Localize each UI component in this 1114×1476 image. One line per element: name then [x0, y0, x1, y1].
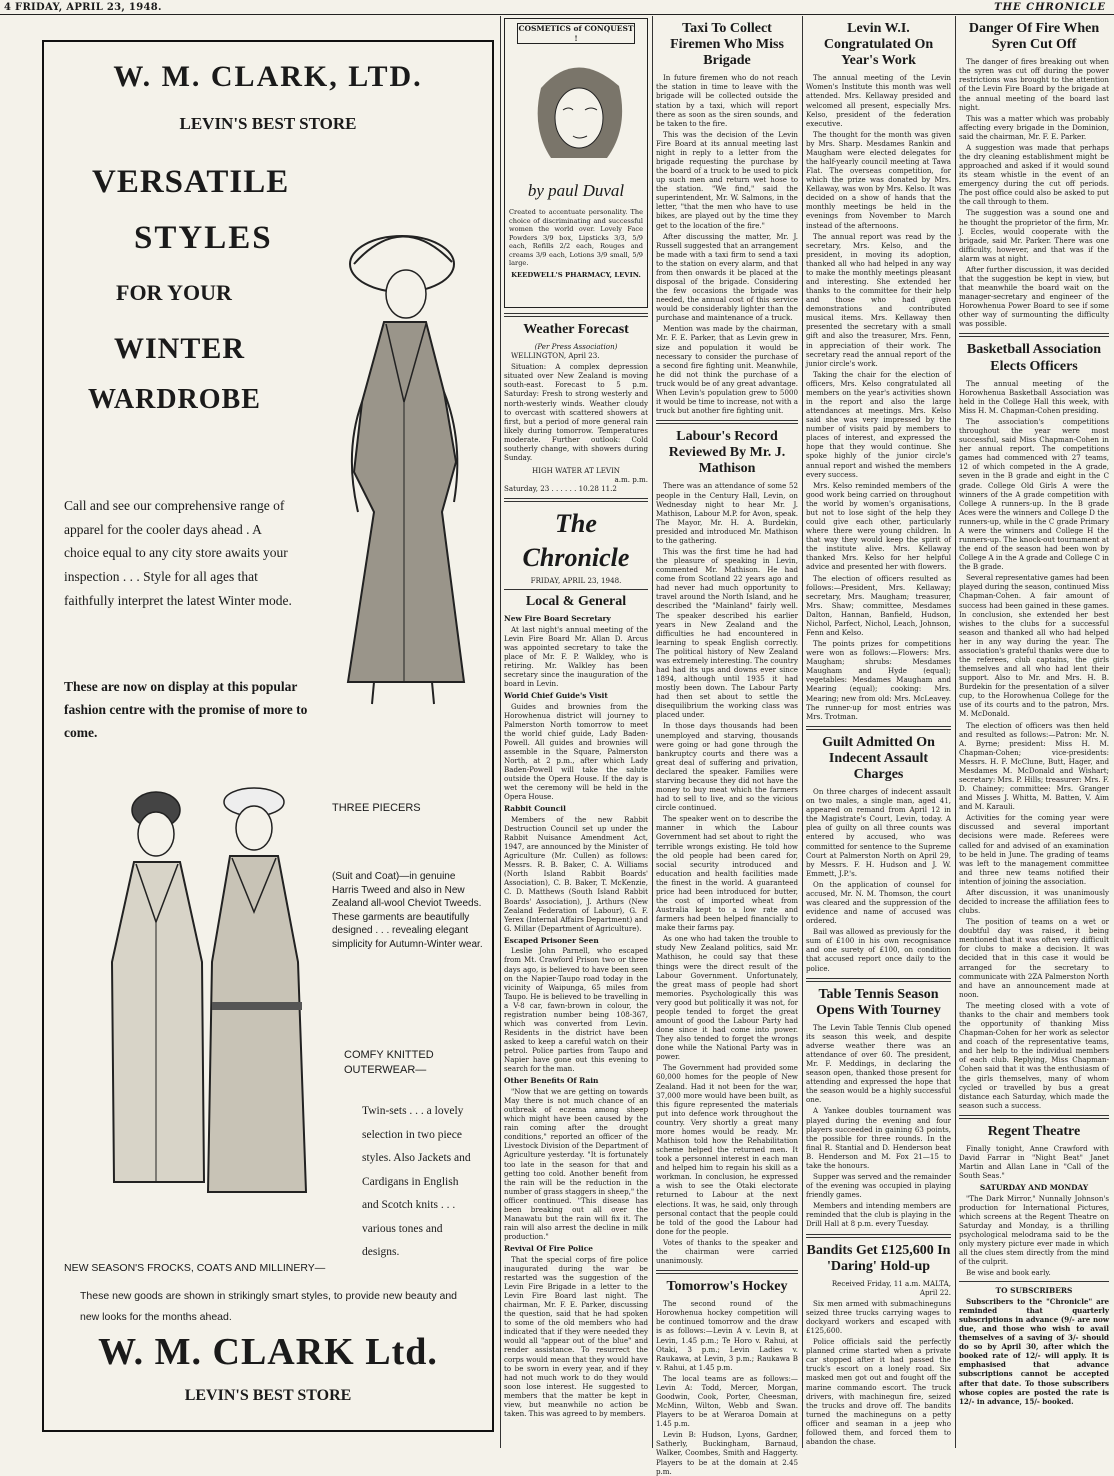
story-text: Mention was made by the chairman, Mr. F. E. Parker, that as Levin grew in size and population it would be necessary to consider the purchase of a second fire fighting unit. Meanwhile, he did not think the purchase of a truck would be of any great advantage. When Levin's population grew to 5000 it would be time to increase, not with a truck but another fire fighting unit. [656, 324, 798, 416]
ad-footer-tagline: LEVIN'S BEST STORE [184, 1387, 352, 1404]
masthead-date: FRIDAY, APRIL 23, 1948. [530, 575, 622, 585]
story-text: The local teams are as follows:—Levin A: Todd, Mercer, Morgan, Goodwin, Cook, Porter, Cheesman, McMinn, Wilton, Webb and Swan. Players to be at Weraroa Domain at 1.45 p.m. [656, 1373, 798, 1429]
story-text: The second round of the Horowhenua hockey competition will be continued tomorrow and the draw is as follows:—Levin A v. Levin B, at Levin, 1.45 p.m.; Te Horo v. Rahui, at Otaki, 3 p.m.; Levin Ladies v. Raukawa, at Levin, 3 p.m.; Raukawa B v. Rahui, at 1.45 p.m. [656, 1299, 798, 1372]
cosmetics-advertisement [504, 18, 648, 308]
story-text: Mrs. Kelso reminded members of the good work being carried on throughout the world by women's organisations, but not to lose sight of the help they could give each other, particularly where there were young children. In that way they would keep the spirit of the institute alive. Mrs. Kellaway thanked Mrs. Kelso for her helpful advice and presented her with flowers. [806, 480, 951, 572]
ad-display-text: These are now on display at this popular fashion centre with the promise of more to come. [64, 679, 308, 740]
story-text: This was the first time he had had the pleasure of speaking in Levin, commented Mr. Mathison. He had come from Scotland 22 years ago and had never had much opportunity to travel around the North Island, and he described the "Mainland" fairly well. The speaker described his earlier years in New Zealand and the difficulties he had encountered in learning to speak English correctly. The political history of New Zealand was extremely interesting. The country had had its ups and downs ever since 1894, although until 1935 it had mostly been down. The Labour Party had then set about to settle the disequilibrium the working class was placed under. [656, 547, 798, 720]
tennis-headline: Table Tennis Season Opens With Tourney [816, 986, 941, 1018]
ad-headline-1: VERSATILE [92, 164, 290, 200]
story-text: On the application of counsel for accused, Mr. N. M. Thomson, the court was cleared and the suppression of the evidence and name of accused was ordered. [806, 879, 951, 926]
story-text: At last night's annual meeting of the Levin Fire Board Mr. Allan D. Arcus was appointed secretary to take the place of Mr. F. P. Walkley, who is retiring. Mr. Walkley has been secretary since the inauguration of the board in Levin. [504, 624, 648, 688]
section-rule [504, 498, 648, 502]
labour-headline: Labour's Record Reviewed By Mr. J. Mathison [668, 429, 786, 477]
local-general-headline: Local & General [525, 593, 627, 609]
story-text: Finally tonight, Anne Crawford with David Farrar in "Night Beat" Janet Martin and Allan Lane in "Call of the South Seas." [959, 1143, 1109, 1181]
story-text: "The Dark Mirror," Nunnally Johnson's production for International Pictures, which screens at the Regent Theatre on Saturday and Monday, is a thrilling psychological melodrama said to be the only mystery picture ever made in which all the clues stem directly from the mind of the culprit. [959, 1193, 1109, 1267]
story-text: On three charges of indecent assault on two males, a single man, aged 41, appeared on remand from April 12 in the Magistrate's Court, Levin, today. A plea of guilty on all three counts was entered by accused, who was committed for sentence to the Supreme Court at Palmerston North on April 29, by Messrs. F. H. Hudson and J. W. Emmett, J.P.'s. [806, 787, 951, 878]
story-text: Activities for the coming year were discussed and several important decisions were made. Referees were called for and advised of an examination to be held in June. The grading of teams was left to the management committee and three new teams notified their intention of joining the association. [959, 813, 1109, 886]
ad-headline-5: WARDROBE [88, 384, 261, 415]
column-2 [656, 18, 798, 1476]
story-text: The meeting closed with a vote of thanks to the chair and members took the opportunity of thanking Miss Chapman-Cohen for her work as selector and coach of the representative teams, and her help to the individual members of each club. Replying, Miss Chapman-Cohen said that it was the enthusiasm of the girls themselves, many of whom cycled or travelled by bus a great distance each Saturday, which made the season such a success. [959, 1000, 1109, 1110]
story-text: "Now that we are getting on towards May there is not much chance of an outbreak of eczema among sheep which might have been caused by the rain coming after the drought conditions," reported an officer of the Livestock Division of the Department of Agriculture yesterday. "It is fortunately too late in the season for that and getting too cold. Another benefit from the rain will be the reduction in the number of grass staggers in sheep," the officer continued. "This disease has been breaking out all over the Manawatu but the rain will fix it. The rain will also arrest the decline in milk production." [504, 1086, 649, 1242]
season-title: NEW SEASON'S FROCKS, COATS AND MILLINERY— [64, 1262, 326, 1274]
weather-source: (Per Press Association) [534, 342, 618, 352]
story-text: Members and intending members are reminded that the club is playing in the Drill Hall at 8 p.m. every Tuesday. [806, 1201, 951, 1229]
story-text: The thought for the month was given by Mrs. Sharp. Mesdames Rankin and Maugham were elected delegates for the half-yearly council meeting at Tawa Flat. The overseas competition, for which the prize was donated by Mrs. Kellaway, was won by Mrs. Kelso. It was decided on a show of hands that the monthly meetings be held in the evenings from November to March instead of the afternoons. [806, 129, 951, 230]
section-rule [504, 313, 648, 317]
story-text: Several representative games had been played during the season, continued Miss Chapman-Cohen. A fair amount of success had been gained in these games. In conclusion, she extended her best wishes to the clubs for a successful season and thanked all who had helped her in any way during the year. The association's grateful thanks were due to the referees, club captains, the girls themselves and all who had lent their support. Also to Mr. and Mrs. H. B. Burdekin for the presentation of a silver cup, to the Horowhenua College for the use of its courts and to the patron, Mrs. M. McDonald. [959, 573, 1109, 719]
story-text: As one who had taken the trouble to study New Zealand politics, said Mr. Mathison, he could say that these things were the direct result of the Labour Government. Unfortunately, the great mass of people had short memories. Psychologically this was very good but politically it was not, for people tended to forget the great amount of good the Labour Party had done since it had come into power. They also tended to forget the wrongs done while the National Party was in power. [656, 934, 798, 1062]
section-rule [806, 978, 951, 982]
story-text: In future firemen who do not reach the station in time to leave with the brigade will be collected outside the station by a taxi, which will report there as soon as the siren sounds, and be taken to the fire. [656, 73, 798, 128]
tide-columns: a.m. p.m. [614, 475, 648, 485]
story-text: After discussing the matter, Mr. J. Russell suggested that an arrangement be made with a taxi firm to send a taxi to the station on every alarm, and that from then onwards it be placed at the disposal of the brigade. Considering the few occasions the brigade was needed, the annual cost of this service would be considerably lighter than the purchase and maintenance of a truck. [656, 231, 798, 323]
story-text: Votes of thanks to the speaker and the chairman were carried unanimously. [656, 1237, 798, 1266]
section-rule [806, 1234, 951, 1238]
story-text: After discussion, it was unanimously decided to increase the affiliation fees to clubs. [959, 887, 1109, 916]
story-subhead: Rabbit Council [504, 804, 566, 814]
story-subhead: Escaped Prisoner Seen [504, 935, 599, 945]
story-text: This was the decision of the Levin Fire Board at its annual meeting last night in reply to a letter from the brigade requesting the purchase by the board of a truck to be used to pick up such men and return wet hose to the station. "We find," said the superintendent, Mr. W. Salmons, in the letter, "that the men who have to use bikes, are played out by the time they get to the location of the fire." [656, 129, 798, 230]
hockey-headline: Tomorrow's Hockey [666, 1279, 788, 1295]
story-text: Six men armed with submachineguns seized three trucks carrying wages to dockyard workers and escaped with £125,600. [806, 1298, 951, 1336]
ad-intro-text: Call and see our comprehensive range of apparel for the cooler days ahead . A choice equal to any city store awaits your inspection . . . Style for all ages that faithfully interpret the latest Winter mode. [64, 498, 292, 608]
story-text: The association's competitions throughout the year were most successful, said Miss Chapman-Cohen in her annual report. The competitions games had commenced with 27 teams, 12 of which competed in the A grade, seven in the B grade and eight in the C grade. College Old Girls A were the winners of the A grade competition with College A runners-up. In the B grade Aces were the winners and College D the runners-up, while in the C grade Primary A were the winners and College H the runners-up. The knock-out tournament at the end of the season had been won by College A in the A grade and College C in the B grade. [959, 416, 1109, 572]
weather-text: Situation: A complex depression situated over New Zealand is moving south-east. Forecast to 5 p.m. Saturday: Fresh to strong westerly and north-westerly winds. Weather cloudy to overcast with scattered showers at first, but a period of more general rain likely during tomorrow. Temperatures moderate. Further outlook: Cold southerly change, with showers during Sunday. [504, 362, 648, 463]
story-text: In those days thousands had been unemployed and starving, thousands were going or had gone through the bankruptcy courts and there was a great deal of suffering and privation, declared the speaker. Families were starving because they did not have the money to buy meat which the farmers had to sell to live, and so the vicious circle continued. [656, 721, 798, 813]
story-text: The speaker went on to describe the manner in which the Labour Government had set about to right the terrible wrongs existing. He told how the old people had been cared for, social security introduced and education and health facilities made the finest in the world. A guaranteed price had been introduced for butter, the cost of imported wheat from Australia kept to a low rate and farmers had been helped financially to make their farms pay. [656, 814, 798, 933]
story-text: Taking the chair for the election of officers, Mrs. Kelso congratulated all members on the year's activities shown in the report and also the large attendances at meetings. Mrs. Kelso said she was very impressed by the number of visits paid by members to places of interest, and expressed the hope that they would continue. She spoke highly of the junior circle's annual report and wished the members every success. [806, 369, 951, 479]
story-text: Police officials said the perfectly planned crime started when a private car stopped after it had passed the truck's escort on a lonely road. Six masked men got out and fought off the marine commando escort. The truck drivers, with machinegun fire, seized the trucks and drove off. The bandits turned the machineguns on a petty officer and seaman in a jeep who followed them, and forced them to abandon the chase. [806, 1337, 951, 1447]
story-text: The annual report was read by the secretary, Mrs. Kelso, and the president, in moving its adoption, thanked all who had helped in any way to make the monthly meetings pleasant and interesting. She extended her thanks to the committee for their help and those who had given demonstrations and contributed musical items. Mrs. Kellaway then presented the secretary with a small gift and also the treasurer, Mrs. Fenn, in appreciation of their work. The secretary read the annual report of the junior circle's work. [806, 231, 951, 368]
story-text: The suggestion was a sound one and he thought the proprietor of the firm, Mr. J. Eccles, would cooperate with the brigade, said Mr. Parker. There was one difficulty, however, and that was if the alarm was at night. [959, 208, 1109, 263]
header-rule [0, 14, 1114, 15]
story-text: The points prizes for competitions were won as follows:—Flowers: Mrs. Maugham; shrubs: Mesdames Maugham and Hyde (equal); vegetables: Mesdames Maugham and Mearing (equal); cooking: Mrs. Mearing; new from old: Mrs. McLeavey. The runner-up for most entries was Mrs. Trotman. [806, 639, 951, 721]
subscribers-title: TO SUBSCRIBERS [995, 1286, 1073, 1296]
story-text: Leslie John Parnell, who escaped from Mt. Crawford Prison two or three days ago, is believed to have been seen on the Napier-Taupo road today in the vicinity of Waipunga, 65 miles from Taupo. He is believed to be travelling in a V-8 car, fawn-brown in colour, the registration number being 108-367, which was converted from Levin. Residents in the district have been asked to keep a careful watch on their petrol. Police parties from Taupo and Napier have gone out this evening to search for the man. [504, 946, 648, 1074]
story-text: The danger of fires breaking out when the syren was cut off during the power restrictions was brought to the attention of the Levin Fire Board by the brigade at the annual meeting of the board last night. [959, 57, 1109, 112]
section-rule [959, 333, 1109, 337]
cosmetics-title: COSMETICS of CONQUEST ! [518, 24, 634, 43]
masthead-title: The Chronicle [522, 509, 630, 572]
section-rule [959, 1115, 1109, 1119]
knitted-title: COMFY KNITTED OUTERWEAR— [344, 1049, 434, 1076]
woman-coat-illustration [314, 212, 484, 712]
story-text: That the special corps of fire police inaugurated during the war be restarted was the suggestion of the Levin Fire Brigade in a letter to the Levin Fire Board last night. The chairman, Mr. F. E. Parker, discussing the question, said that he had spoken to some of the old members who had indicated that if they were needed they would all "appear out of the blue" and render assistance. To resurrect the corps would mean that they would have to be sworn in every year, and if they had not much work to do they would soon lose interest. He suggested to members that the matter be kept in view, but meanwhile no action be taken. This was agreed to by members. [504, 1254, 648, 1419]
three-piecers-text: (Suit and Coat)—in genuine Harris Tweed and also in New Zealand all-wool Cheviot Tweeds. These garments are beautifully designed . . . revealing elegant simplicity for Autumn-Winter wear. [332, 871, 483, 950]
tide-row: Saturday, 23 . . . . . . 10.28 11.2 [504, 484, 617, 494]
wi-headline: Levin W.I. Congratulated On Year's Work [823, 21, 934, 69]
section-rule [656, 420, 798, 424]
section-rule [806, 726, 951, 730]
column-divider [802, 16, 803, 1448]
column-1 [504, 18, 648, 1446]
story-text: Guides and brownies from the Horowhenua district will journey to Palmerston North tomorrow to meet the world chief guide, Lady Baden-Powell. All guides and brownies will assemble in the Square, Palmerston North, at 2 p.m., after which Lady Baden-Powell will take the salute outside the Opera House. If the day is wet the ceremony will be held in the Opera House. [504, 701, 648, 802]
story-dateline: Received Friday, 11 a.m. MALTA, April 22. [831, 1278, 951, 1297]
basketball-headline: Basketball Association Elects Officers [966, 342, 1102, 374]
story-subhead: SATURDAY AND MONDAY [979, 1183, 1089, 1193]
ad-tagline: LEVIN'S BEST STORE [179, 114, 357, 133]
story-text: Supper was served and the remainder of the evening was occupied in playing friendly games. [806, 1172, 951, 1200]
story-text: The annual meeting of the Levin Women's Institute this month was well attended. Mrs. Kellaway presided and welcomed all present, especially Mrs. Kelso, president of the federation executive. [806, 73, 951, 128]
woman-portrait-illustration [511, 48, 641, 178]
story-text: The Levin Table Tennis Club opened its season this week, and despite adverse weather there was an attendance of over 60. The president, Mr. F. Meddings, in declaring the season open, thanked those present for attending and expressed the hope that the season would be a highly successful one. [806, 1022, 951, 1105]
story-text: Levin B: Hudson, Lyons, Gardner, Satherly, Buckingham, Barnaud, Walker, Coombes, Smith and Haggerty. Players to be at the domain at 2.45 p.m. [656, 1430, 798, 1476]
siren-headline: Danger Of Fire When Syren Cut Off [968, 21, 1100, 53]
story-subhead: New Fire Board Secretary [504, 614, 611, 624]
page-header-title: THE CHRONICLE [994, 2, 1106, 13]
story-subhead: Revival Of Fire Police [504, 1244, 593, 1254]
ad-headline-4: WINTER [114, 332, 246, 365]
two-women-suits-illustration [94, 762, 324, 1202]
story-subhead: World Chief Guide's Visit [504, 691, 608, 701]
story-text: A Yankee doubles tournament was played during the evening and four players succeeded in gaining 63 points, the possible for three rounds. In the final R. Stantial and D. Henderson beat B. Henderson and M. Fox 21—15 to take the honours. [806, 1106, 951, 1170]
bandits-headline: Bandits Get £125,600 In 'Daring' Hold-up [806, 1242, 951, 1274]
story-text: Be wise and book early. [966, 1268, 1051, 1278]
ad-footer-name: W. M. CLARK Ltd. [98, 1331, 438, 1373]
section-rule [504, 589, 648, 590]
regent-headline: Regent Theatre [987, 1123, 1081, 1139]
story-text: After further discussion, it was decided that the suggestion be kept in view, but that meanwhile the board wait on the manager-secretary and engineer of the Horowhenua Power Board to see if some other way of surmounting the difficulty was possible. [959, 264, 1109, 329]
story-text: Bail was allowed as previously for the sum of £100 in his own recognisance and one surety of £100, on condition that accused report once daily to the police. [806, 927, 951, 973]
guilt-headline: Guilt Admitted On Indecent Assault Charges [822, 734, 935, 782]
story-text: This was a matter which was probably affecting every brigade in the Dominion, said the chairman, Mr. F. E. Parker. [959, 113, 1109, 141]
three-piecers-title: THREE PIECERS [332, 802, 421, 814]
season-text: These new goods are shown in strikingly smart styles, to provide new beauty and new looks for the months ahead. [80, 1290, 458, 1323]
story-text: The election of officers was then held and resulted as follows:—Patron: Mr. N. A. Byrne; president: Miss H. M. Chapman-Cohen; vice-presidents: Messrs. H. F. McClune, Butt, Hager, and Mesdames M. McDonald and Wishart; secretary: Mrs. P. Hills; treasurer: Mrs. F. D. Chainey; committee: Mrs. Granger and Misses J. Whitta, M. Batten, V. Aim and M. Karauli. [959, 720, 1109, 812]
column-4 [959, 18, 1109, 1446]
column-divider [652, 16, 653, 1448]
taxi-headline: Taxi To Collect Firemen Who Miss Brigade [670, 21, 784, 69]
column-divider [955, 16, 956, 1448]
story-text: A suggestion was made that perhaps the dry cleaning establishment might be approached and asked if it would sound its steam whistle in the event of an emergency during the cut off periods. The post office could also be asked to put the call through to them. [959, 142, 1109, 207]
clark-advertisement [42, 40, 494, 1432]
story-text: The Government had provided some 60,000 homes for the people of New Zealand. Had it not been for the war, 37,000 more would have been built, as this figure represented the materials put into defence work throughout the country. Very shortly a great many more homes would be ready. Mr. Mathison told how the Rehabilitation scheme helped the returned men. It took a personnel interest in each man and helped him to regain his skill as a workman. In conclusion, he expressed a wish to see the Otaki electorate returned to Labour at the next elections. It was, he said, only through personal contact that the people could be told of the good the Labour had done for the people. [656, 1063, 798, 1236]
cosmetics-text: Created to accentuate personality. The choice of discriminating and successful women the world over. Lovely Face Powders 3/9 box, Lipsticks 3/3, 5/9 each, Refills 2/2 each, Rouges and creams 3/9 each, Lotions 3/9 small, 5/9 large. [509, 207, 643, 268]
story-text: The election of officers resulted as follows:—President, Mrs. Kellaway; secretary, Mrs. Maugham; treasurer, Mrs. Shaw; committee, Mesdames Dalton, Hannan, Banfield, Hudson, Nichol, Parfect, Nichol, Leach, Johnson, Fenn and Kelso. [806, 573, 951, 637]
story-text: There was an attendance of some 52 people in the Century Hall, Levin, on Wednesday night to hear Mr. J. Mathison, Labour M.P. for Avon, speak. The Mayor, Mr. H. A. Burdekin, presided and introduced Mr. Mathison to the gathering. [656, 481, 798, 545]
story-text: Members of the new Rabbit Destruction Council set up under the Rabbit Nuisance Amendment Act, 1947, are announced by the Minister of Agriculture (Mr. Cullen) as follows: Messrs. R. B. Baker, C. A. Williams (North Island Rabbit Boards' Association), C. B. Baker, T. McKenzie, C. D. Matthews (South Island Rabbit Boards' Association), J. Arthurs (New Zealand Federation of Labour), G. F. Yerex (Internal Affairs Department) and G. Millar (Department of Agriculture). [504, 814, 648, 933]
story-text: The position of teams on a wet or doubtful day was raised, it being mentioned that it was often very difficult for clubs to make a decision. It was decided that in this case it would be arranged for the secretary to communicate with 2ZA Palmerston North and have an announcement made at noon. [959, 917, 1109, 999]
cosmetics-shop: KEEDWELL'S PHARMACY, LEVIN. [511, 270, 641, 279]
ad-headline-2: STYLES [134, 220, 273, 256]
ad-headline-3: FOR YOUR [116, 280, 232, 305]
page-header-date: 4 FRIDAY, APRIL 23, 1948. [4, 2, 162, 13]
column-3 [806, 18, 951, 1446]
tide-title: HIGH WATER AT LEVIN [531, 466, 621, 476]
knitted-text: Twin-sets . . . a lovely selection in two piece styles. Also Jackets and Cardigans in English and Scotch knits . . . various tones and designs. [362, 1105, 471, 1259]
story-subhead: Other Benefits Of Rain [504, 1076, 599, 1086]
section-rule [959, 1281, 1109, 1282]
ad-store-name: W. M. CLARK, LTD. [113, 60, 423, 93]
cosmetics-brand: by paul Duval [527, 181, 625, 201]
weather-dateline: WELLINGTON, April 23. [511, 351, 600, 361]
subscribers-text: Subscribers to the "Chronicle" are reminded that quarterly subscriptions in advance (9/- are now due, and those who wish to avail themselves of a saving of 3/- should do so by April 30, after which the booked rate of 12/- will apply. It is emphasised that advance subscriptions cannot be accepted after that date. To those subscribers whose copies are posted the rate is 12/- in advance, 15/- booked. [959, 1296, 1109, 1406]
column-divider [500, 16, 501, 1448]
section-rule [656, 1270, 798, 1274]
story-text: The annual meeting of the Horowhenua Basketball Association was held in the College Hall this week, with Miss H. M. Chapman-Cohen presiding. [959, 378, 1109, 415]
weather-headline: Weather Forecast [523, 322, 629, 337]
